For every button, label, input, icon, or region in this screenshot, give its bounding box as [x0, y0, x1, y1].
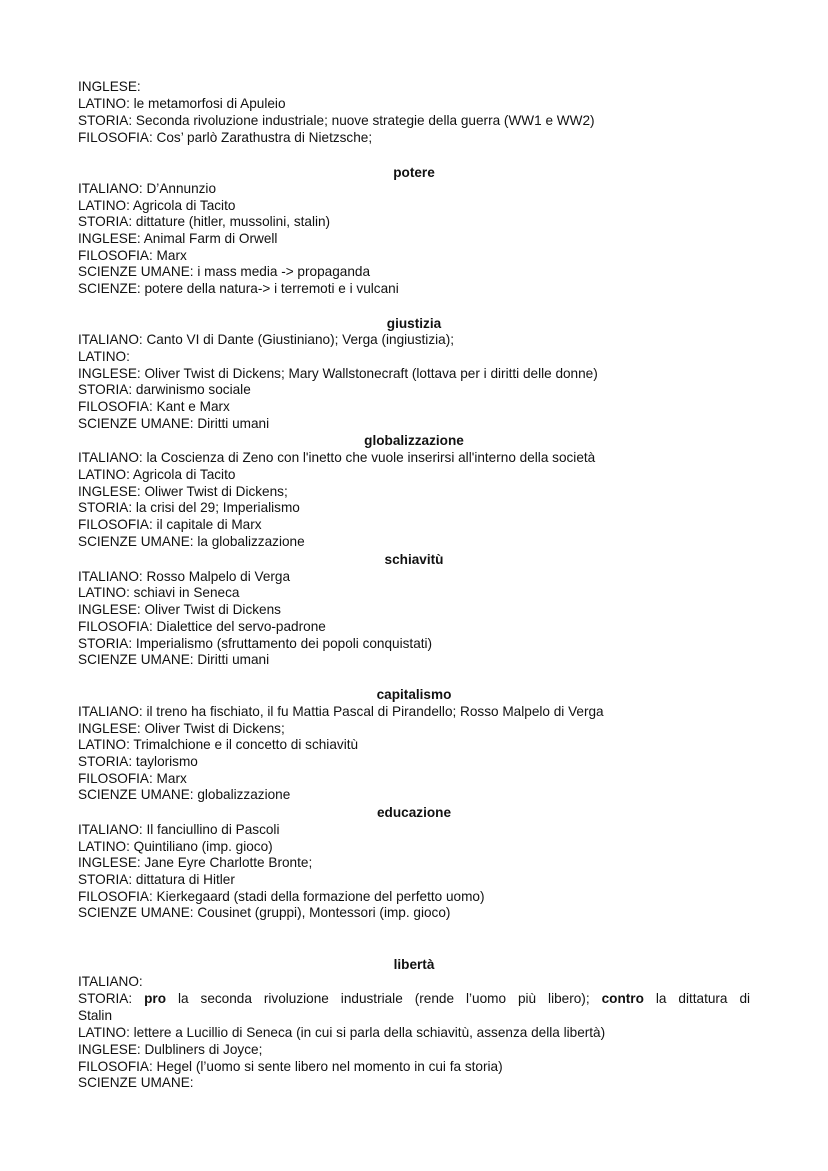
text-line: INGLESE: Jane Eyre Charlotte Bronte; [78, 855, 313, 870]
text-line: INGLESE: Oliver Twist di Dickens [78, 602, 281, 617]
text-line: FILOSOFIA: Kant e Marx [78, 399, 230, 414]
text-line: STORIA: dittature (hitler, mussolini, stalin) [78, 214, 331, 229]
text-line: LATINO: schiavi in Seneca [78, 585, 240, 600]
text-line: FILOSOFIA: Kierkegaard (stadi della formazione del perfetto uomo) [78, 889, 485, 904]
text-line: FILOSOFIA: Dialettice del servo-padrone [78, 619, 326, 634]
text-line: ITALIANO: D’Annunzio [78, 181, 217, 196]
text-line: FILOSOFIA: il capitale di Marx [78, 517, 262, 532]
section-heading-giustizia: giustizia [386, 316, 442, 331]
text-line: STORIA: darwinismo sociale [78, 382, 251, 397]
text-line: ITALIANO: Canto VI di Dante (Giustiniano); Verga (ingiustizia); [78, 332, 455, 347]
text-line: INGLESE: Dulbliners di Joyce; [78, 1042, 263, 1057]
text-line: SCIENZE UMANE: [78, 1075, 194, 1090]
section-heading-liberta: libertà [393, 957, 435, 972]
pro-label: pro [144, 991, 167, 1006]
text-line: FILOSOFIA: Cos’ parlò Zarathustra di Nietzsche; [78, 130, 373, 145]
text-line: LATINO: le metamorfosi di Apuleio [78, 96, 286, 111]
text-line: SCIENZE UMANE: globalizzazione [78, 787, 291, 802]
text-line: FILOSOFIA: Marx [78, 248, 187, 263]
text-line: LATINO: Quintiliano (imp. gioco) [78, 839, 273, 854]
pro-text: la seconda rivoluzione industriale (rende l’uomo più libero); [177, 991, 590, 1006]
text-line: FILOSOFIA: Marx [78, 771, 187, 786]
text-line: STORIA: dittatura di Hitler [78, 872, 235, 887]
text-line: INGLESE: Animal Farm di Orwell [78, 231, 278, 246]
text-line: Stalin [78, 1008, 113, 1023]
text-line: SCIENZE: potere della natura-> i terremoti e i vulcani [78, 281, 399, 296]
text-line: INGLESE: Oliwer Twist di Dickens; [78, 484, 288, 499]
text-line: ITALIANO: il treno ha fischiato, il fu Mattia Pascal di Pirandello; Rosso Malpelo di Verga [78, 704, 604, 719]
storia-label: STORIA: [78, 991, 133, 1006]
text-line: ITALIANO: la Coscienza di Zeno con l'inetto che vuole inserirsi all'interno della società [78, 450, 596, 465]
text-line: INGLESE: Oliver Twist di Dickens; Mary Wallstonecraft (lottava per i diritti delle donne) [78, 366, 598, 381]
text-line: ITALIANO: Rosso Malpelo di Verga [78, 569, 291, 584]
text-line-storia [78, 990, 750, 1007]
text-line: LATINO: lettere a Lucillio di Seneca (in cui si parla della schiavitù, assenza della libertà) [78, 1025, 606, 1040]
text-line: STORIA: Seconda rivoluzione industriale; nuove strategie della guerra (WW1 e WW2) [78, 113, 595, 128]
contro-label: contro [601, 991, 644, 1006]
text-line: ITALIANO: Il fanciullino di Pascoli [78, 822, 280, 837]
section-heading-schiavitu: schiavitù [384, 552, 444, 567]
contro-text: la dittatura di [655, 991, 751, 1006]
text-line: LATINO: Agricola di Tacito [78, 467, 236, 482]
text-line: SCIENZE UMANE: Cousinet (gruppi), Montessori (imp. gioco) [78, 905, 451, 920]
section-heading-potere: potere [393, 165, 435, 180]
text-line: LATINO: Trimalchione e il concetto di schiavitù [78, 737, 359, 752]
text-line: SCIENZE UMANE: i mass media -> propaganda [78, 264, 371, 279]
text-line: ITALIANO: [78, 974, 143, 989]
section-heading-capitalismo: capitalismo [376, 687, 452, 702]
text-line: STORIA: taylorismo [78, 754, 198, 769]
text-line: FILOSOFIA: Hegel (l’uomo si sente libero nel momento in cui fa storia) [78, 1059, 503, 1074]
text-line: INGLESE: Oliver Twist di Dickens; [78, 721, 285, 736]
text-line: LATINO: [78, 349, 130, 364]
text-line: STORIA: Imperialismo (sfruttamento dei popoli conquistati) [78, 636, 433, 651]
text-line: SCIENZE UMANE: Diritti umani [78, 652, 270, 667]
text-line: SCIENZE UMANE: Diritti umani [78, 416, 270, 431]
text-line: INGLESE: [78, 79, 141, 94]
text-line: LATINO: Agricola di Tacito [78, 198, 236, 213]
section-heading-globalizzazione: globalizzazione [364, 433, 464, 448]
text-line: SCIENZE UMANE: la globalizzazione [78, 534, 305, 549]
text-line: STORIA: la crisi del 29; Imperialismo [78, 500, 300, 515]
section-heading-educazione: educazione [376, 805, 452, 820]
